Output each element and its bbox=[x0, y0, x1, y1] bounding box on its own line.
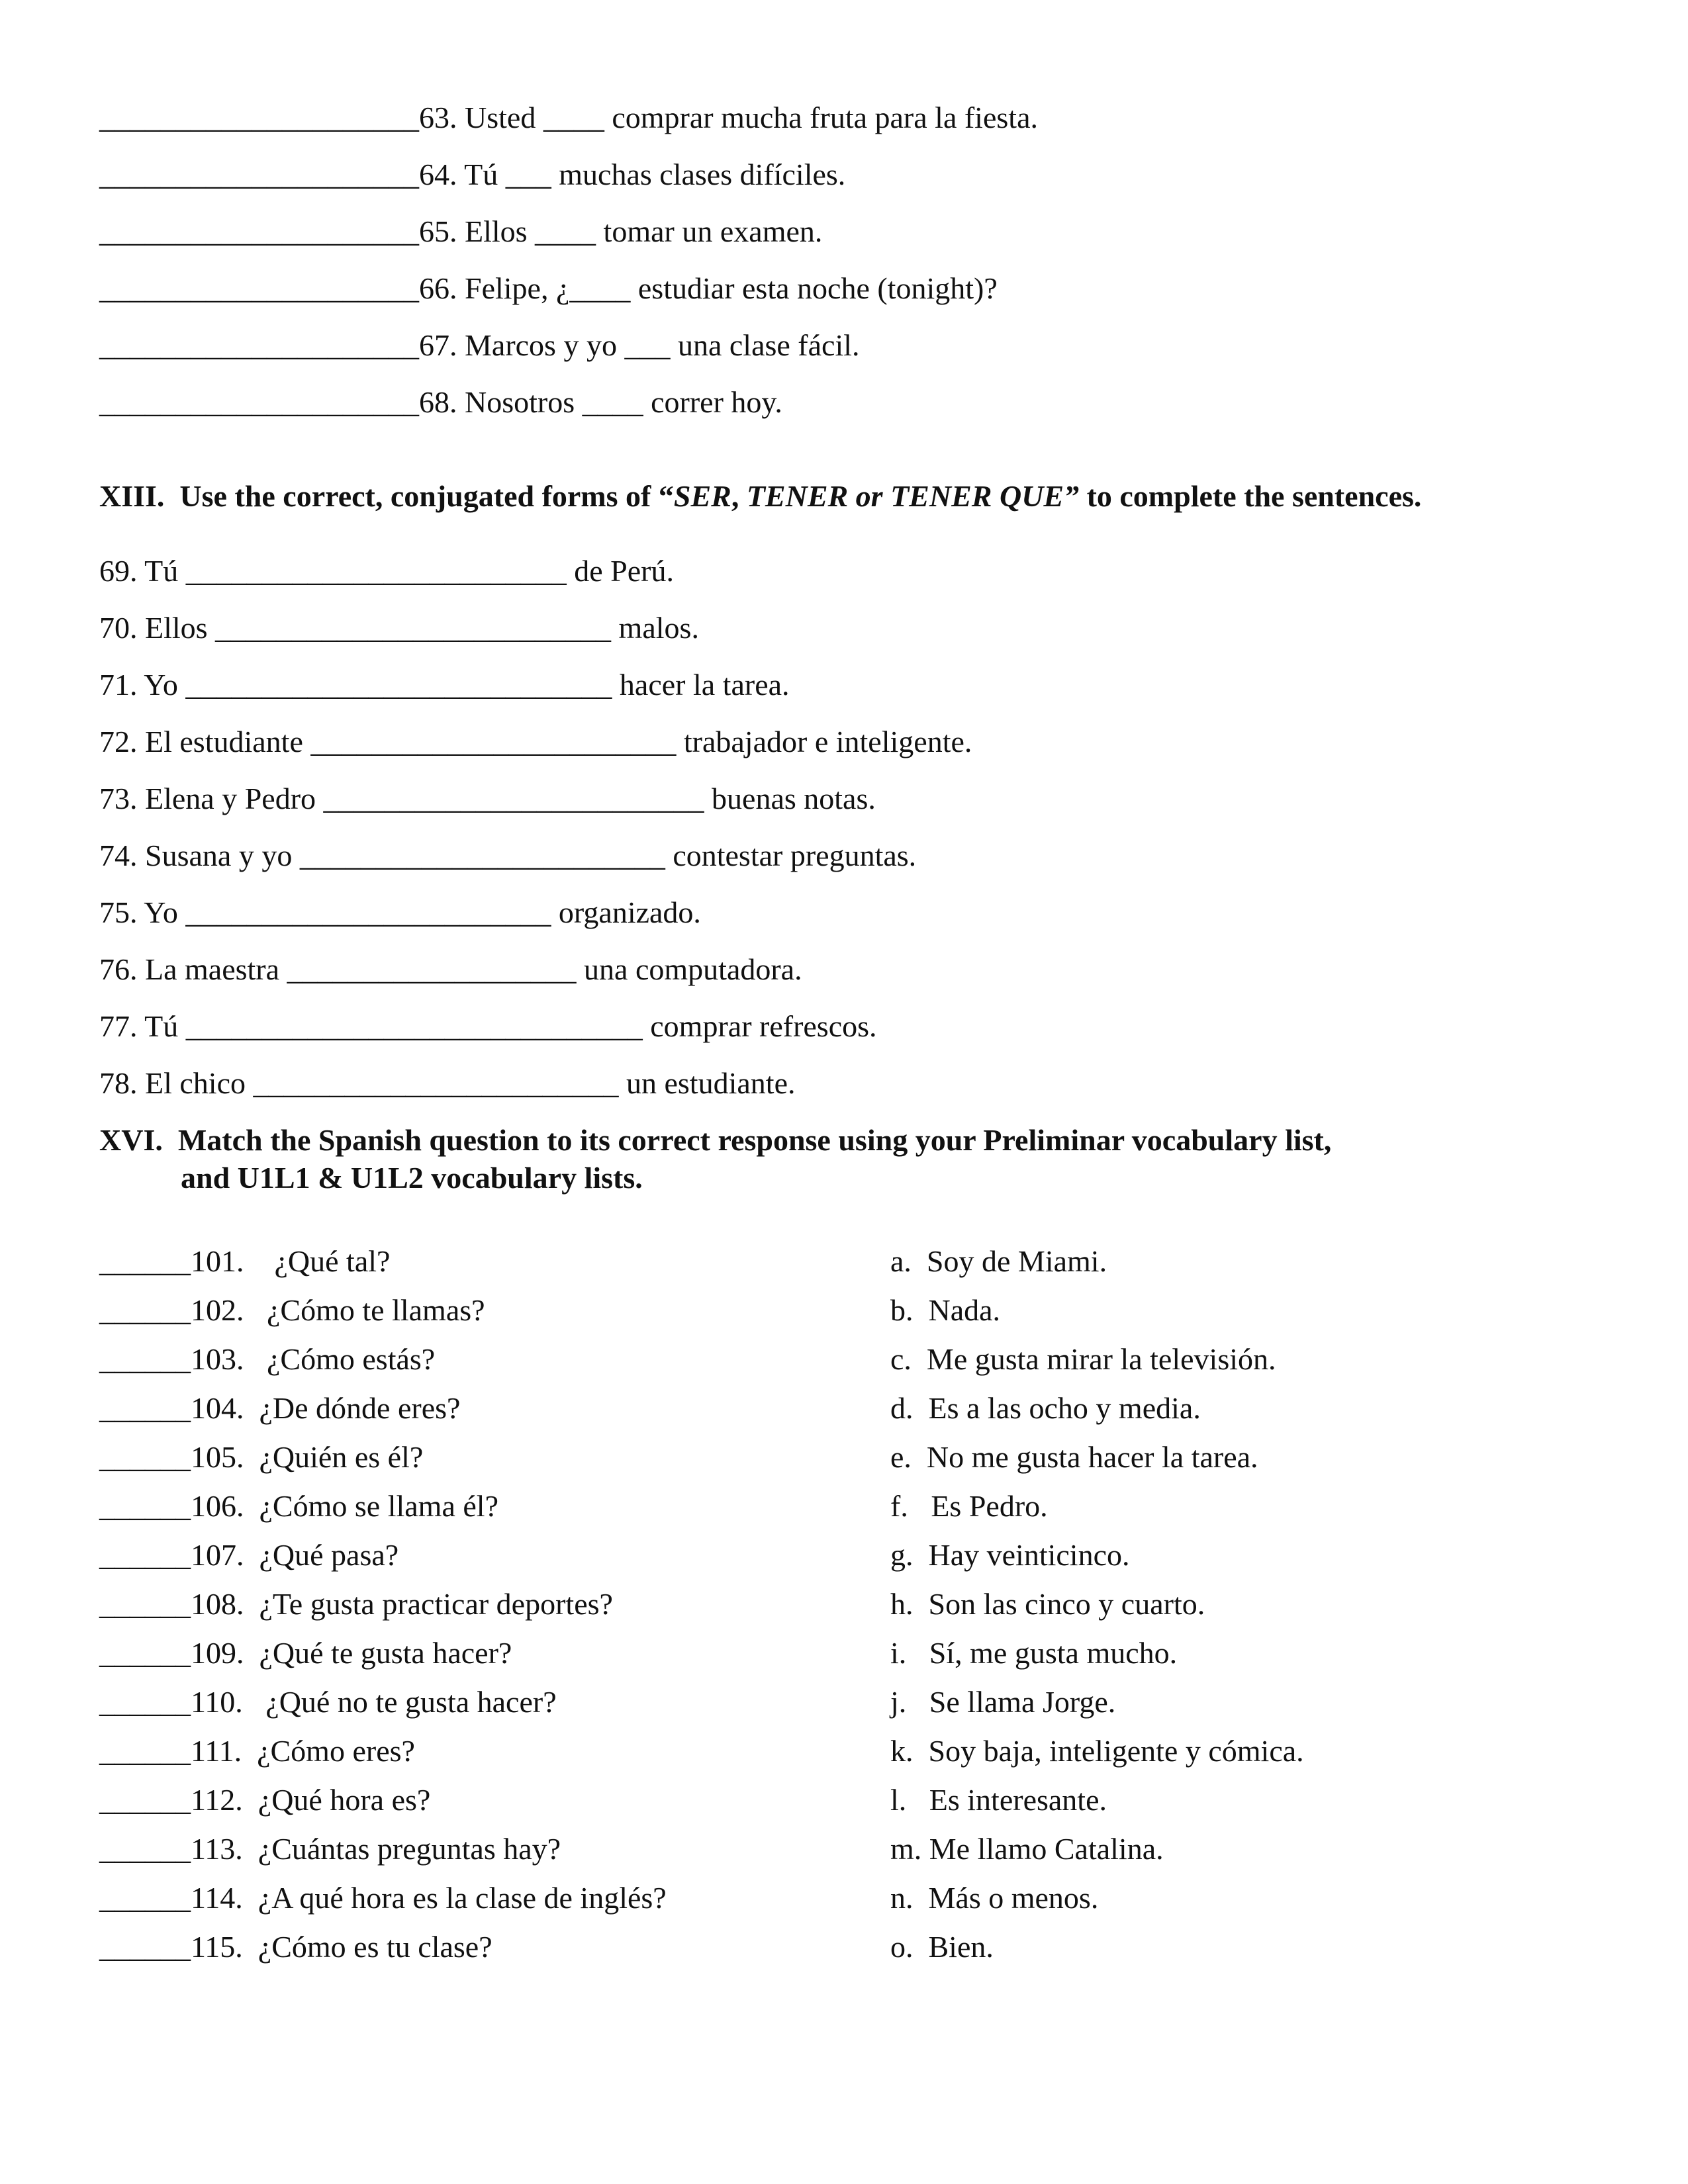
question-65: _____________________65. Ellos ____ tomar un examen. bbox=[99, 214, 823, 248]
question-71: 71. Yo ____________________________ hacer la tarea. bbox=[99, 668, 790, 702]
match-answer: j. Se llama Jorge. bbox=[890, 1685, 1116, 1719]
match-answer: f. Es Pedro. bbox=[890, 1489, 1048, 1523]
match-answer: a. Soy de Miami. bbox=[890, 1244, 1107, 1278]
question-76: 76. La maestra ___________________ una computadora. bbox=[99, 952, 802, 986]
match-question: ______104. ¿De dónde eres? bbox=[99, 1391, 461, 1425]
question-67: _____________________67. Marcos y yo ___ una clase fácil. bbox=[99, 328, 860, 362]
match-answer: i. Sí, me gusta mucho. bbox=[890, 1636, 1178, 1670]
match-answer: l. Es interesante. bbox=[890, 1783, 1107, 1817]
question-69: 69. Tú _________________________ de Perú. bbox=[99, 554, 675, 588]
match-answer: m. Me llamo Catalina. bbox=[890, 1832, 1164, 1866]
question-77: 77. Tú ______________________________ comprar refrescos. bbox=[99, 1009, 877, 1043]
match-question: ______115. ¿Cómo es tu clase? bbox=[99, 1930, 492, 1964]
section-xvi-heading-line1: XVI. Match the Spanish question to its correct response using your Preliminar vocabulary list, bbox=[99, 1123, 1332, 1157]
section-xiii-heading bbox=[99, 481, 1421, 512]
heading-text: XIII. Use the correct, conjugated forms of “ bbox=[99, 479, 674, 513]
section-xvi-heading-line2: and U1L1 & U1L2 vocabulary lists. bbox=[181, 1161, 643, 1195]
match-answer: h. Son las cinco y cuarto. bbox=[890, 1587, 1205, 1621]
match-question: ______101. ¿Qué tal? bbox=[99, 1244, 391, 1278]
match-question: ______105. ¿Quién es él? bbox=[99, 1440, 424, 1474]
heading-tener: TENER or TENER QUE” bbox=[746, 479, 1080, 513]
match-question: ______108. ¿Te gusta practicar deportes? bbox=[99, 1587, 613, 1621]
match-answer: n. Más o menos. bbox=[890, 1881, 1099, 1915]
match-answer: g. Hay veinticinco. bbox=[890, 1538, 1130, 1572]
match-answer: e. No me gusta hacer la tarea. bbox=[890, 1440, 1258, 1474]
match-answer: c. Me gusta mirar la televisión. bbox=[890, 1342, 1276, 1376]
match-question: ______114. ¿A qué hora es la clase de inglés? bbox=[99, 1881, 667, 1915]
heading-text-end: to complete the sentences. bbox=[1079, 479, 1422, 513]
match-question: ______111. ¿Cómo eres? bbox=[99, 1734, 415, 1768]
match-question: ______110. ¿Qué no te gusta hacer? bbox=[99, 1685, 557, 1719]
question-68: _____________________68. Nosotros ____ correr hoy. bbox=[99, 385, 782, 419]
question-72: 72. El estudiante ________________________ trabajador e inteligente. bbox=[99, 725, 972, 758]
match-question: ______112. ¿Qué hora es? bbox=[99, 1783, 431, 1817]
match-question: ______107. ¿Qué pasa? bbox=[99, 1538, 399, 1572]
question-63: _____________________63. Usted ____ comprar mucha fruta para la fiesta. bbox=[99, 101, 1038, 134]
question-75: 75. Yo ________________________ organizado. bbox=[99, 895, 701, 929]
match-question: ______106. ¿Cómo se llama él? bbox=[99, 1489, 498, 1523]
question-70: 70. Ellos __________________________ malos. bbox=[99, 611, 699, 645]
match-question: ______109. ¿Qué te gusta hacer? bbox=[99, 1636, 512, 1670]
match-question: ______103. ¿Cómo estás? bbox=[99, 1342, 436, 1376]
match-answer: k. Soy baja, inteligente y cómica. bbox=[890, 1734, 1304, 1768]
heading-ser: SER bbox=[673, 479, 731, 513]
match-answer: d. Es a las ocho y media. bbox=[890, 1391, 1201, 1425]
match-question: ______102. ¿Cómo te llamas? bbox=[99, 1293, 485, 1327]
question-78: 78. El chico ________________________ un estudiante. bbox=[99, 1066, 796, 1100]
match-answer: b. Nada. bbox=[890, 1293, 1001, 1327]
question-64: _____________________64. Tú ___ muchas clases difíciles. bbox=[99, 158, 846, 191]
match-answer: o. Bien. bbox=[890, 1930, 994, 1964]
match-question: ______113. ¿Cuántas preguntas hay? bbox=[99, 1832, 561, 1866]
question-66: _____________________66. Felipe, ¿____ estudiar esta noche (tonight)? bbox=[99, 271, 998, 305]
heading-comma: , bbox=[731, 479, 747, 513]
question-74: 74. Susana y yo ________________________ contestar preguntas. bbox=[99, 839, 917, 872]
question-73: 73. Elena y Pedro _________________________ buenas notas. bbox=[99, 782, 876, 815]
